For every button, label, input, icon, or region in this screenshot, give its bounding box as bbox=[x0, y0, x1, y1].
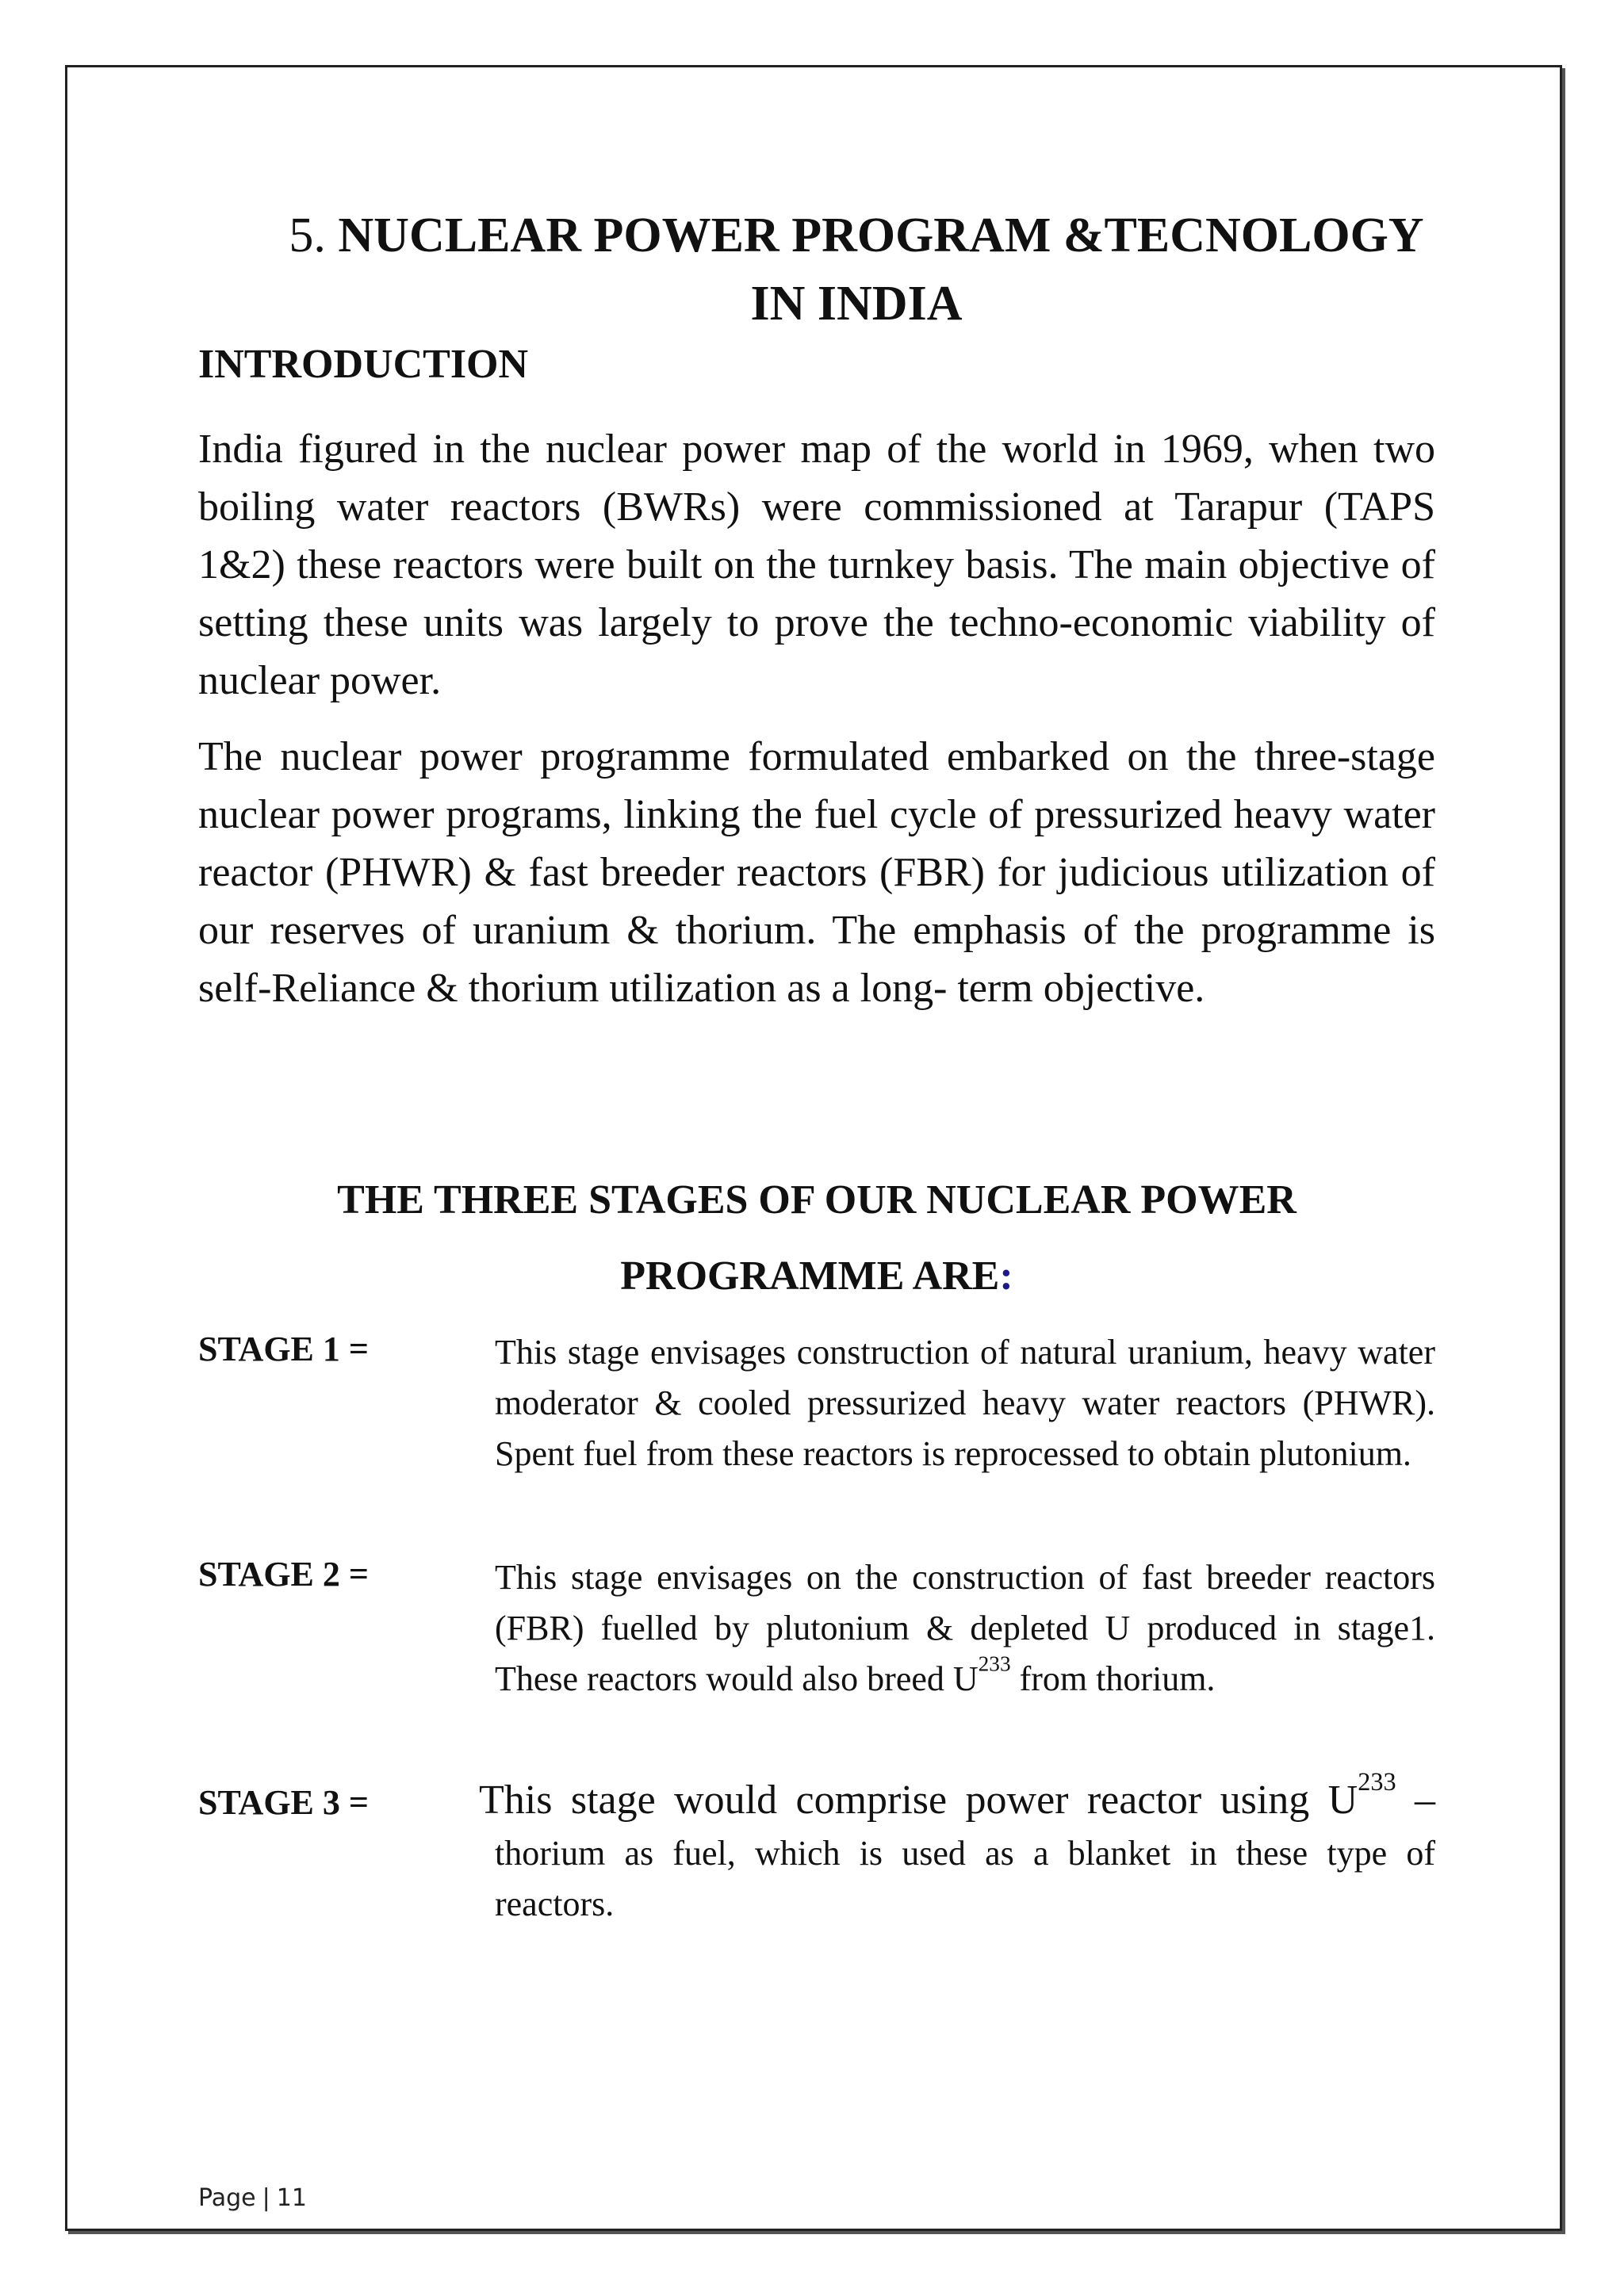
page-separator: | bbox=[262, 2184, 270, 2212]
page-footer bbox=[198, 2184, 307, 2212]
stage-3-label: STAGE 3 = bbox=[198, 1783, 369, 1822]
stages-heading-text: PROGRAMME ARE bbox=[620, 1253, 1000, 1299]
introduction-heading: INTRODUCTION bbox=[198, 342, 529, 387]
stage-3-first-after: – bbox=[1396, 1777, 1435, 1823]
stage-2-text-before: This stage envisages on the construction of fast breeder reactors (FBR) fuelled by plutonium & depleted U produced in stage1. These reactors would also breed U bbox=[495, 1558, 1435, 1698]
stage-2-text-after: from thorium. bbox=[1010, 1659, 1216, 1698]
stage-2-text bbox=[495, 1552, 1435, 1705]
stage-2-label: STAGE 2 = bbox=[198, 1555, 369, 1594]
stage-3-first-before: This stage would comprise power reactor using U bbox=[479, 1777, 1358, 1823]
intro-paragraph-1: India figured in the nuclear power map of the world in 1969, when two boiling water reactors (BWRs) were commissioned at Tarapur (TAPS 1&2) these reactors were built on the turnkey basis. The main objective of setting these units was largely to prove the techno-economic viability of nuclear power. bbox=[198, 427, 1435, 703]
stage-3-superscript: 233 bbox=[1358, 1766, 1396, 1796]
stages-heading bbox=[198, 1162, 1435, 1314]
page-label: Page bbox=[198, 2184, 256, 2212]
intro-paragraph-2: The nuclear power programme formulated embarked on the three-stage nuclear power programs, linking the fuel cycle of pressurized heavy water reactor (PHWR) & fast breeder reactors (FBR) for judicious utilization of our reserves of uranium & thorium. The emphasis of the programme is self-Reliance & thorium utilization as a long- term objective. bbox=[198, 734, 1435, 1011]
page-number: 11 bbox=[276, 2184, 307, 2212]
stages-heading-colon: : bbox=[999, 1253, 1013, 1299]
title-text: NUCLEAR POWER PROGRAM &TECNOLOGY bbox=[338, 209, 1424, 262]
section-number: 5. bbox=[289, 209, 326, 262]
title-line-2: IN INDIA bbox=[750, 277, 963, 331]
stage-1-text: This stage envisages construction of natural uranium, heavy water moderator & cooled pressurized heavy water reactors (PHWR). Spent fuel from these reactors is reprocessed to obtain plutonium. bbox=[495, 1333, 1435, 1473]
stage-3-first-line bbox=[479, 1766, 1435, 1828]
stages-heading-line-1: THE THREE STAGES OF OUR NUCLEAR POWER bbox=[337, 1177, 1297, 1223]
stage-3-text: thorium as fuel, which is used as a blanket in these type of reactors. bbox=[495, 1834, 1435, 1923]
stage-1-label: STAGE 1 = bbox=[198, 1330, 369, 1368]
page-title bbox=[238, 201, 1475, 338]
title-line-1 bbox=[238, 201, 1475, 270]
stage-2-superscript: 233 bbox=[978, 1651, 1011, 1676]
stages-heading-line-2 bbox=[198, 1238, 1435, 1314]
